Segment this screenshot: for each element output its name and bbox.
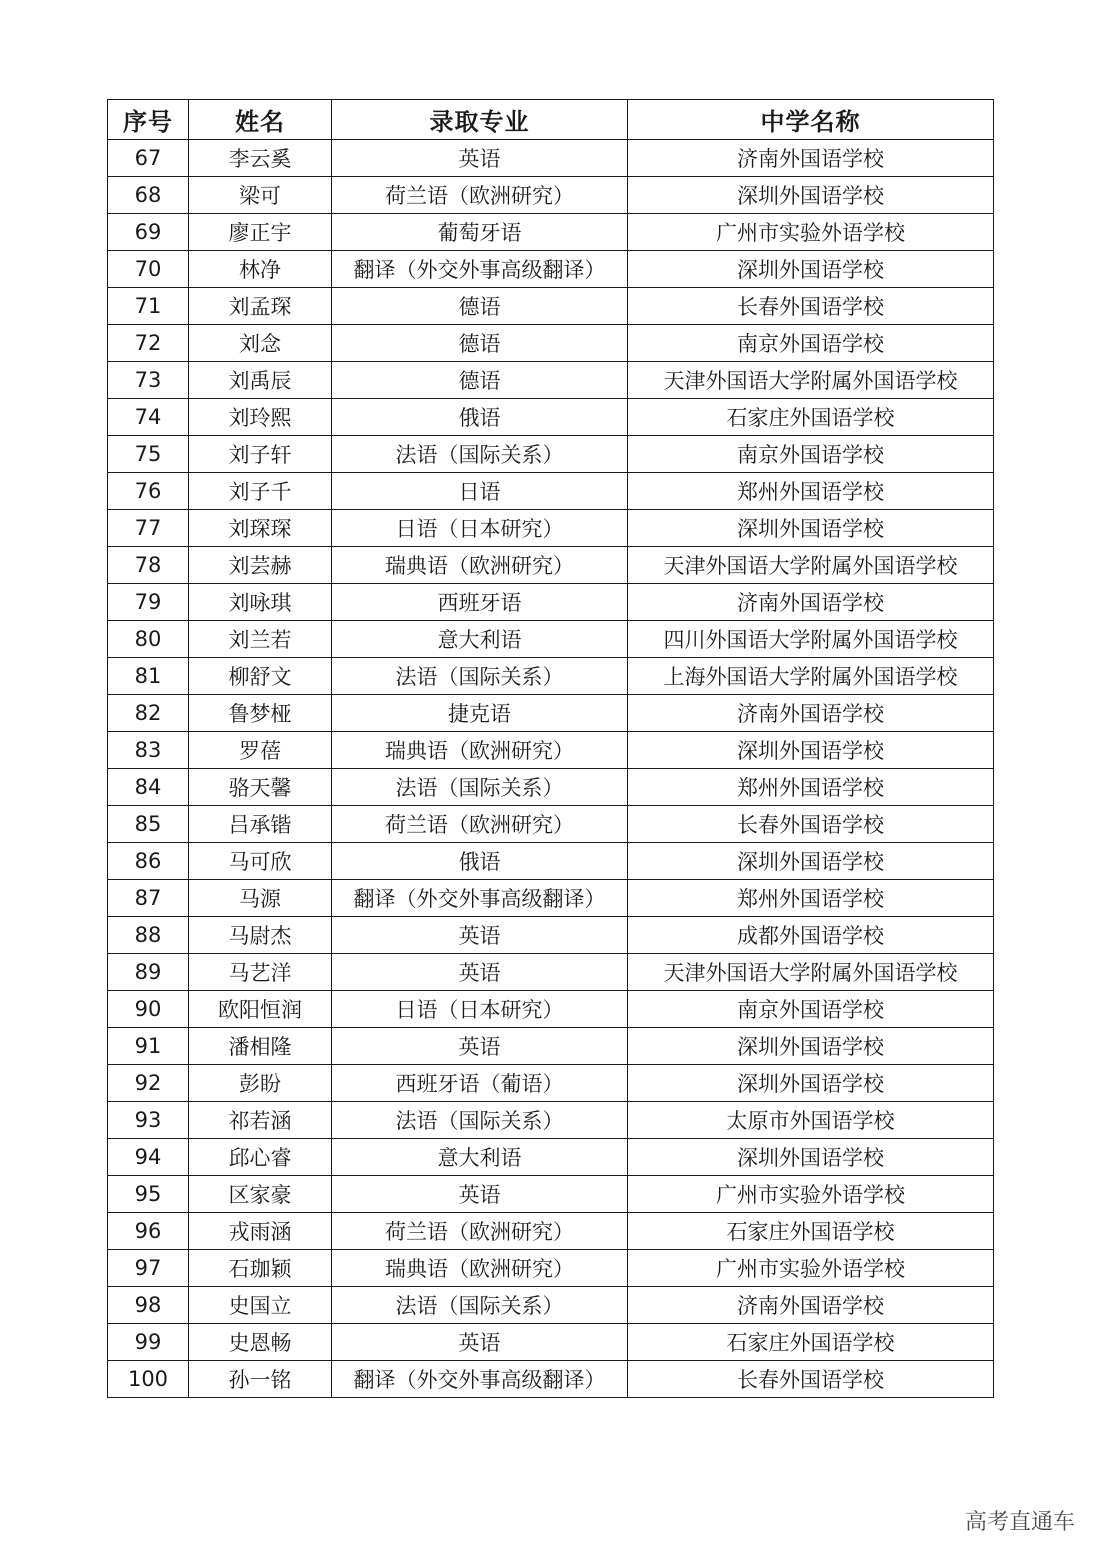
cell-major: 意大利语	[332, 1139, 628, 1176]
table-row	[108, 325, 994, 362]
header-cell-number: 序号	[108, 100, 189, 140]
cell-major: 德语	[332, 325, 628, 362]
cell-number: 73	[108, 362, 189, 399]
table-row	[108, 954, 994, 991]
cell-major: 英语	[332, 1176, 628, 1213]
table-row	[108, 510, 994, 547]
cell-number: 96	[108, 1213, 189, 1250]
cell-school: 四川外国语大学附属外国语学校	[628, 621, 994, 658]
cell-name: 史恩畅	[189, 1324, 332, 1361]
header-cell-major: 录取专业	[332, 100, 628, 140]
cell-name: 刘禹辰	[189, 362, 332, 399]
table-row	[108, 732, 994, 769]
cell-number: 76	[108, 473, 189, 510]
cell-major: 西班牙语	[332, 584, 628, 621]
table-row	[108, 1139, 994, 1176]
table-row	[108, 436, 994, 473]
cell-name: 刘芸赫	[189, 547, 332, 584]
cell-name: 柳舒文	[189, 658, 332, 695]
watermark-text: 高考直通车	[964, 1510, 1075, 1535]
header-row	[108, 100, 994, 140]
cell-major: 翻译（外交外事高级翻译）	[332, 1361, 628, 1398]
cell-major: 荷兰语（欧洲研究）	[332, 1213, 628, 1250]
cell-major: 英语	[332, 1324, 628, 1361]
cell-major: 法语（国际关系）	[332, 769, 628, 806]
table-row	[108, 1065, 994, 1102]
cell-number: 94	[108, 1139, 189, 1176]
cell-name: 史国立	[189, 1287, 332, 1324]
cell-number: 98	[108, 1287, 189, 1324]
cell-school: 深圳外国语学校	[628, 177, 994, 214]
cell-name: 刘孟琛	[189, 288, 332, 325]
table-row	[108, 1028, 994, 1065]
cell-number: 92	[108, 1065, 189, 1102]
table-row	[108, 695, 994, 732]
cell-major: 德语	[332, 362, 628, 399]
cell-school: 天津外国语大学附属外国语学校	[628, 547, 994, 584]
cell-major: 英语	[332, 140, 628, 177]
cell-school: 石家庄外国语学校	[628, 1324, 994, 1361]
table-row	[108, 140, 994, 177]
cell-name: 彭盼	[189, 1065, 332, 1102]
cell-name: 欧阳恒润	[189, 991, 332, 1028]
cell-school: 深圳外国语学校	[628, 1139, 994, 1176]
cell-major: 英语	[332, 917, 628, 954]
cell-major: 德语	[332, 288, 628, 325]
table-row	[108, 584, 994, 621]
cell-school: 石家庄外国语学校	[628, 1213, 994, 1250]
cell-school: 郑州外国语学校	[628, 769, 994, 806]
cell-number: 78	[108, 547, 189, 584]
cell-major: 日语（日本研究）	[332, 991, 628, 1028]
cell-school: 郑州外国语学校	[628, 473, 994, 510]
table-row	[108, 177, 994, 214]
cell-number: 84	[108, 769, 189, 806]
cell-name: 刘兰若	[189, 621, 332, 658]
cell-major: 俄语	[332, 399, 628, 436]
cell-number: 72	[108, 325, 189, 362]
cell-major: 俄语	[332, 843, 628, 880]
cell-school: 济南外国语学校	[628, 1287, 994, 1324]
cell-name: 区家豪	[189, 1176, 332, 1213]
cell-major: 英语	[332, 954, 628, 991]
cell-major: 瑞典语（欧洲研究）	[332, 547, 628, 584]
cell-number: 87	[108, 880, 189, 917]
cell-school: 深圳外国语学校	[628, 732, 994, 769]
table-row	[108, 362, 994, 399]
cell-name: 马尉杰	[189, 917, 332, 954]
cell-number: 80	[108, 621, 189, 658]
table-row	[108, 880, 994, 917]
cell-major: 法语（国际关系）	[332, 436, 628, 473]
table-row	[108, 214, 994, 251]
cell-major: 西班牙语（葡语）	[332, 1065, 628, 1102]
cell-school: 济南外国语学校	[628, 140, 994, 177]
table-body	[108, 140, 994, 1398]
table-row	[108, 1102, 994, 1139]
cell-school: 太原市外国语学校	[628, 1102, 994, 1139]
table-row	[108, 621, 994, 658]
cell-name: 梁可	[189, 177, 332, 214]
cell-major: 日语	[332, 473, 628, 510]
cell-name: 林净	[189, 251, 332, 288]
cell-school: 长春外国语学校	[628, 1361, 994, 1398]
cell-school: 济南外国语学校	[628, 695, 994, 732]
table-row	[108, 288, 994, 325]
cell-school: 南京外国语学校	[628, 325, 994, 362]
cell-name: 廖正宇	[189, 214, 332, 251]
cell-major: 法语（国际关系）	[332, 1287, 628, 1324]
cell-name: 李云奚	[189, 140, 332, 177]
cell-major: 捷克语	[332, 695, 628, 732]
cell-number: 68	[108, 177, 189, 214]
table-row	[108, 399, 994, 436]
cell-school: 成都外国语学校	[628, 917, 994, 954]
cell-name: 石珈颖	[189, 1250, 332, 1287]
cell-name: 马源	[189, 880, 332, 917]
cell-number: 86	[108, 843, 189, 880]
cell-major: 法语（国际关系）	[332, 1102, 628, 1139]
cell-number: 89	[108, 954, 189, 991]
cell-number: 100	[108, 1361, 189, 1398]
cell-name: 罗蓓	[189, 732, 332, 769]
cell-name: 戎雨涵	[189, 1213, 332, 1250]
cell-number: 75	[108, 436, 189, 473]
cell-name: 马可欣	[189, 843, 332, 880]
cell-school: 长春外国语学校	[628, 806, 994, 843]
cell-number: 79	[108, 584, 189, 621]
cell-name: 刘咏琪	[189, 584, 332, 621]
cell-school: 天津外国语大学附属外国语学校	[628, 954, 994, 991]
cell-name: 刘念	[189, 325, 332, 362]
cell-major: 翻译（外交外事高级翻译）	[332, 251, 628, 288]
table-header	[108, 100, 994, 140]
cell-major: 意大利语	[332, 621, 628, 658]
cell-name: 鲁梦桠	[189, 695, 332, 732]
cell-number: 88	[108, 917, 189, 954]
cell-name: 吕承锴	[189, 806, 332, 843]
table-row	[108, 1324, 994, 1361]
cell-school: 深圳外国语学校	[628, 1028, 994, 1065]
cell-number: 81	[108, 658, 189, 695]
table-row	[108, 806, 994, 843]
cell-major: 葡萄牙语	[332, 214, 628, 251]
cell-major: 日语（日本研究）	[332, 510, 628, 547]
cell-number: 71	[108, 288, 189, 325]
table-row	[108, 1361, 994, 1398]
cell-major: 荷兰语（欧洲研究）	[332, 177, 628, 214]
cell-school: 深圳外国语学校	[628, 251, 994, 288]
cell-school: 郑州外国语学校	[628, 880, 994, 917]
cell-number: 74	[108, 399, 189, 436]
cell-school: 上海外国语大学附属外国语学校	[628, 658, 994, 695]
table-row	[108, 1176, 994, 1213]
cell-number: 83	[108, 732, 189, 769]
cell-number: 90	[108, 991, 189, 1028]
cell-major: 瑞典语（欧洲研究）	[332, 732, 628, 769]
admission-table	[107, 99, 994, 1398]
cell-name: 祁若涵	[189, 1102, 332, 1139]
header-cell-name: 姓名	[189, 100, 332, 140]
table-row	[108, 251, 994, 288]
cell-name: 马艺洋	[189, 954, 332, 991]
table-row	[108, 769, 994, 806]
cell-school: 南京外国语学校	[628, 436, 994, 473]
cell-school: 深圳外国语学校	[628, 1065, 994, 1102]
cell-number: 69	[108, 214, 189, 251]
cell-major: 英语	[332, 1028, 628, 1065]
cell-number: 77	[108, 510, 189, 547]
cell-school: 天津外国语大学附属外国语学校	[628, 362, 994, 399]
cell-name: 潘相隆	[189, 1028, 332, 1065]
cell-number: 82	[108, 695, 189, 732]
header-cell-school: 中学名称	[628, 100, 994, 140]
cell-number: 93	[108, 1102, 189, 1139]
table-row	[108, 843, 994, 880]
cell-name: 邱心睿	[189, 1139, 332, 1176]
table-row	[108, 547, 994, 584]
table-row	[108, 917, 994, 954]
cell-school: 济南外国语学校	[628, 584, 994, 621]
cell-number: 95	[108, 1176, 189, 1213]
cell-major: 法语（国际关系）	[332, 658, 628, 695]
cell-major: 荷兰语（欧洲研究）	[332, 806, 628, 843]
cell-number: 97	[108, 1250, 189, 1287]
table-row	[108, 473, 994, 510]
cell-school: 深圳外国语学校	[628, 843, 994, 880]
cell-name: 刘子千	[189, 473, 332, 510]
cell-name: 骆天馨	[189, 769, 332, 806]
cell-name: 刘玲熙	[189, 399, 332, 436]
cell-number: 99	[108, 1324, 189, 1361]
table-row	[108, 1213, 994, 1250]
cell-school: 广州市实验外语学校	[628, 1250, 994, 1287]
cell-school: 南京外国语学校	[628, 991, 994, 1028]
cell-major: 瑞典语（欧洲研究）	[332, 1250, 628, 1287]
cell-number: 91	[108, 1028, 189, 1065]
cell-school: 长春外国语学校	[628, 288, 994, 325]
cell-school: 石家庄外国语学校	[628, 399, 994, 436]
cell-number: 70	[108, 251, 189, 288]
table-row	[108, 658, 994, 695]
table-row	[108, 1250, 994, 1287]
table-row	[108, 991, 994, 1028]
cell-name: 孙一铭	[189, 1361, 332, 1398]
cell-number: 85	[108, 806, 189, 843]
cell-school: 广州市实验外语学校	[628, 214, 994, 251]
cell-school: 广州市实验外语学校	[628, 1176, 994, 1213]
cell-major: 翻译（外交外事高级翻译）	[332, 880, 628, 917]
cell-number: 67	[108, 140, 189, 177]
cell-name: 刘子轩	[189, 436, 332, 473]
cell-school: 深圳外国语学校	[628, 510, 994, 547]
cell-name: 刘琛琛	[189, 510, 332, 547]
table-row	[108, 1287, 994, 1324]
